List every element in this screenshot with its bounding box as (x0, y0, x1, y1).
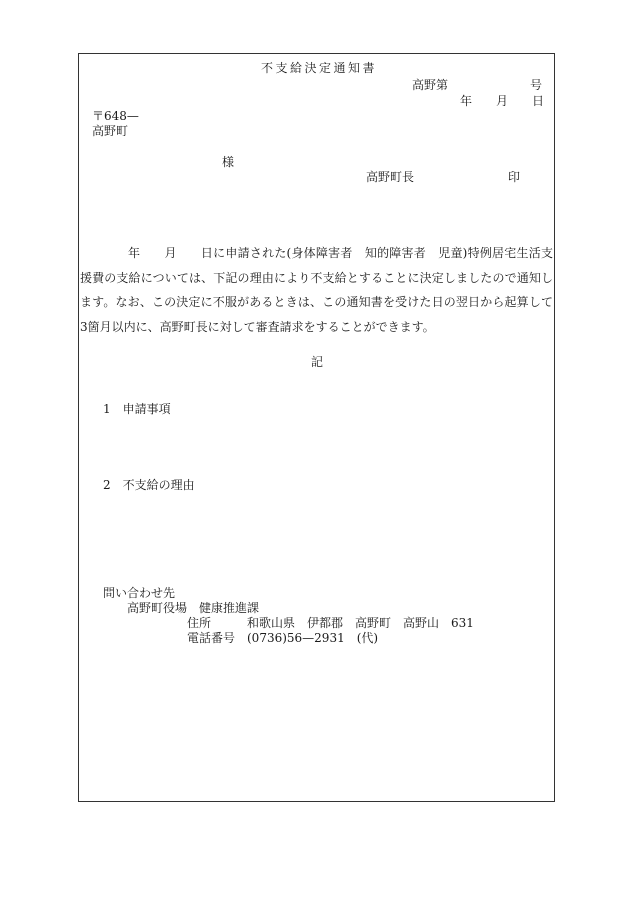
seal-mark: 印 (508, 170, 521, 184)
date-month: 月 (496, 94, 509, 108)
item-2-number: 2 (103, 478, 111, 492)
contact-phone-label: 電話番号 (187, 631, 236, 645)
item-2 (103, 478, 195, 492)
body-text: 日に申請された(身体障害者 知的障害者 児童)特例居宅生活支援費の支給については、下記の理由により不支給とすることに決定しましたので通知します。なお、この決定に不服があるときは、この通知書を受けた日の翌日から起算して3箇月以内に、高野町長に対して審査請求をすることができます。 (80, 246, 553, 334)
contact-heading: 問い合わせ先 (103, 586, 176, 600)
document-frame (78, 53, 555, 802)
recipient-honorific: 様 (222, 155, 235, 169)
document-title: 不支給決定通知書 (261, 61, 378, 75)
address-town: 高野町 (92, 124, 129, 138)
item-1-label: 申請事項 (122, 402, 171, 416)
body-paragraph (80, 241, 553, 339)
contact-phone-value: (0736)56—2931 (代) (247, 631, 379, 645)
ki-heading: 記 (311, 355, 324, 369)
body-month: 月 (164, 246, 177, 260)
contact-address-label: 住所 (187, 616, 212, 630)
issuer-name: 高野町長 (366, 170, 415, 184)
item-2-label: 不支給の理由 (122, 478, 195, 492)
body-year: 年 (128, 246, 141, 260)
date-day: 日 (532, 94, 545, 108)
date-year: 年 (460, 94, 473, 108)
contact-office: 高野町役場 健康推進課 (127, 601, 260, 615)
contact-address-value: 和歌山県 伊都郡 高野町 高野山 631 (247, 616, 474, 630)
item-1 (103, 402, 171, 416)
item-1-number: 1 (103, 402, 111, 416)
number-prefix: 高野第 (412, 78, 449, 92)
postal-code: 〒648— (92, 109, 139, 123)
number-suffix: 号 (530, 78, 543, 92)
